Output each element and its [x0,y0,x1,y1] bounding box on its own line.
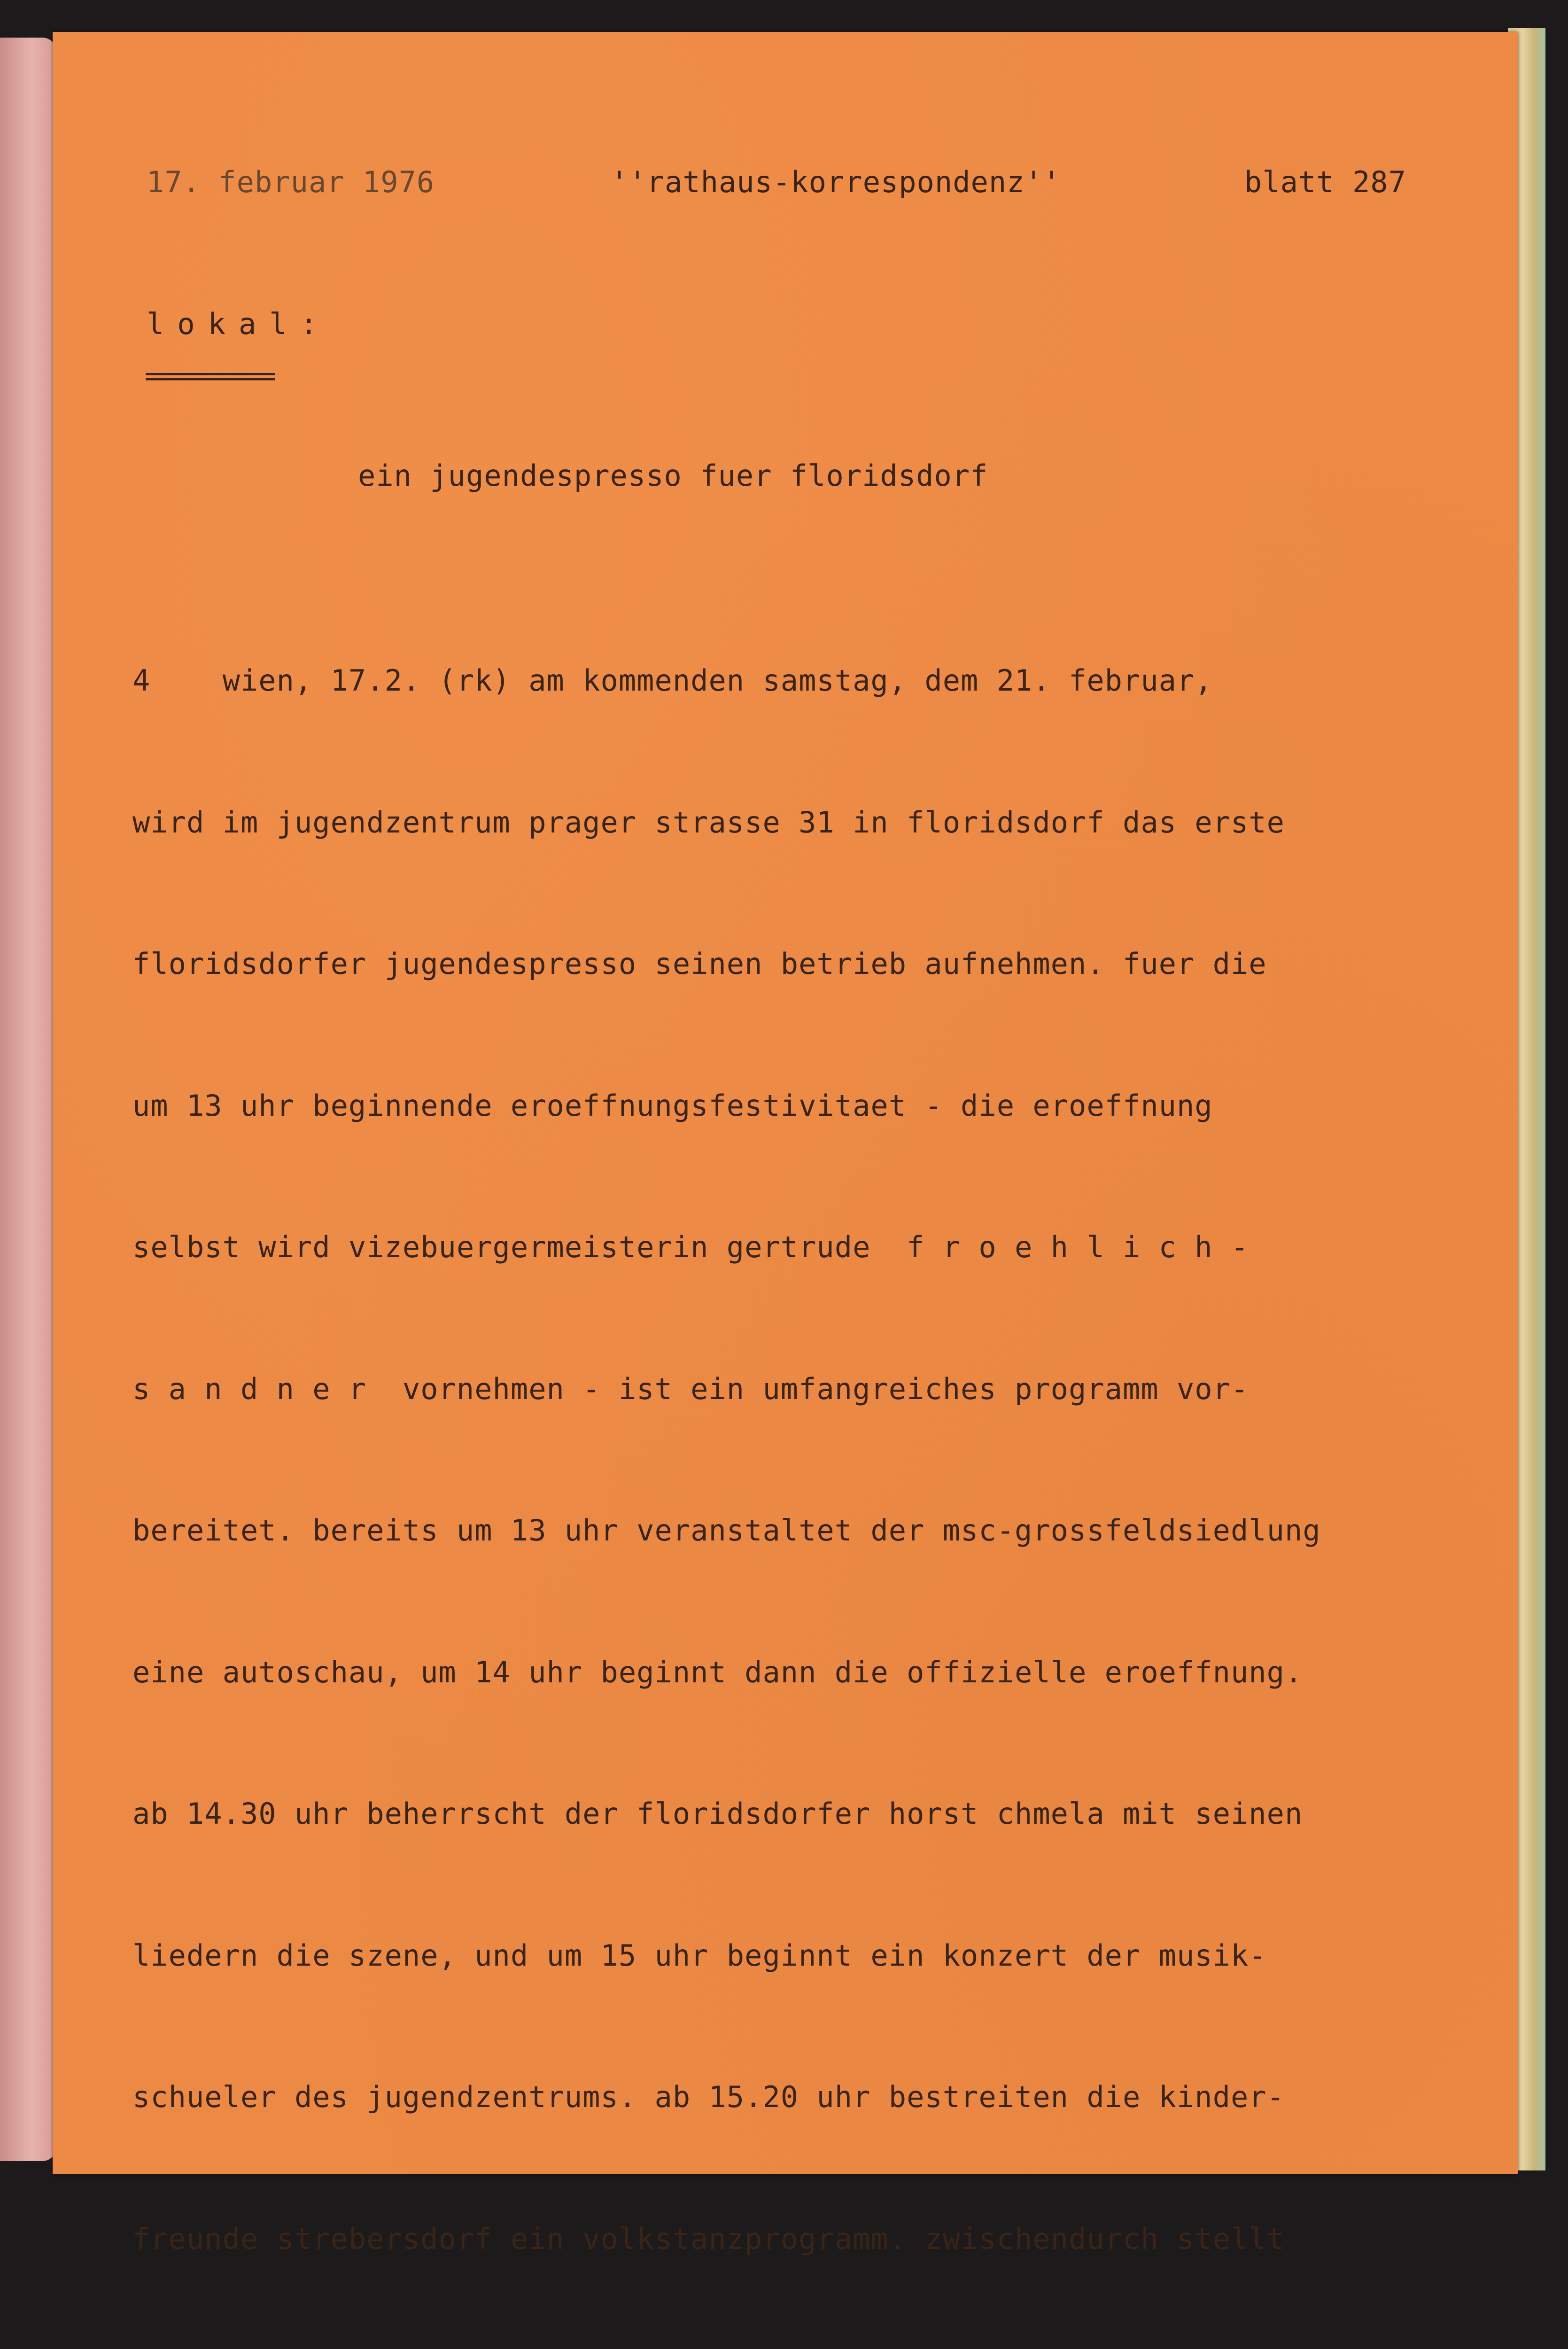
header-date: 17. februar 1976 [147,165,435,199]
body-line: schueler des jugendzentrums. ab 15.20 uhr bestreiten die kinder- [132,2080,1285,2114]
body-line: floridsdorfer jugendespresso seinen betrieb aufnehmen. fuer die [132,947,1267,981]
body-line: ab 14.30 uhr beherrscht der floridsdorfer horst chmela mit seinen [132,1797,1303,1831]
header-publication: ''rathaus-korrespondenz'' [611,165,1061,199]
body-line: bereitet. bereits um 13 uhr veranstaltet der msc-grossfeldsiedlung [132,1513,1321,1548]
document-page [53,32,1518,2256]
section-underline: ========== [145,361,274,391]
body-line: selbst wird vizebuergermeisterin gertrude f r o e h l i c h - [132,1230,1249,1264]
section-heading: lokal: [147,307,331,341]
body-line: eine autoschau, um 14 uhr beginnt dann die offizielle eroeffnung. [132,1655,1303,1689]
adjacent-page-edge [0,38,56,2161]
article-title: ein jugendespresso fuer floridsdorf [358,459,988,493]
header-page-number: blatt 287 [1244,165,1406,199]
body-line: 4 wien, 17.2. (rk) am kommenden samstag, dem 21. februar, [132,663,1213,698]
body-line: um 13 uhr beginnende eroeffnungsfestivitaet - die eroeffnung [132,1088,1213,1123]
body-line: s a n d n e r vornehmen - ist ein umfangreiches programm vor- [132,1371,1249,1406]
article-body [132,563,1495,2349]
body-line: freunde strebersdorf ein volkstanzprogramm. zwischendurch stellt [132,2221,1285,2256]
body-line: liedern die szene, und um 15 uhr beginnt ein konzert der musik- [132,1938,1267,1973]
body-line: wird im jugendzentrum prager strasse 31 in floridsdorf das erste [132,805,1285,840]
